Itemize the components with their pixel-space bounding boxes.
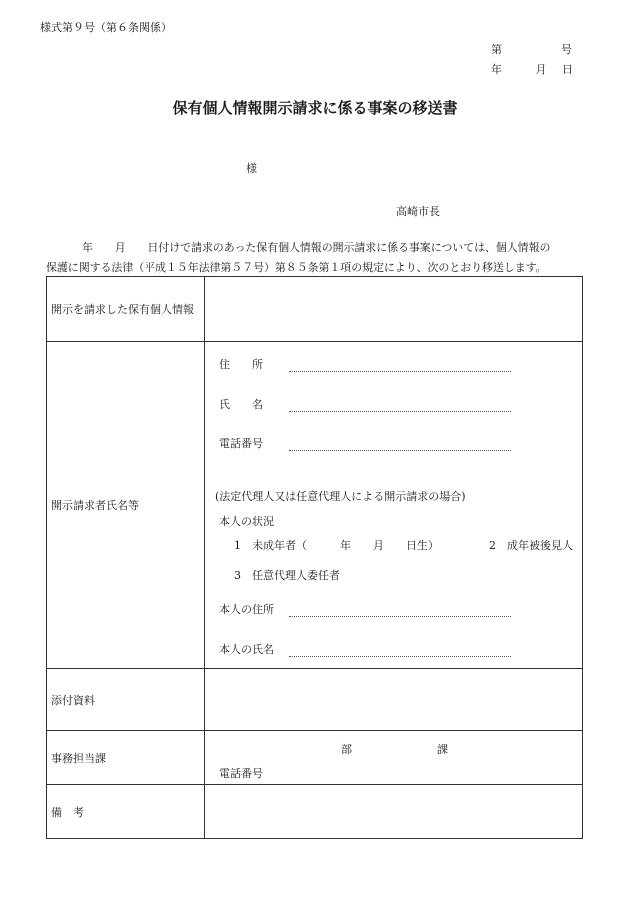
principal-name-field[interactable]: 本人の氏名 <box>219 641 511 657</box>
principal-address-field[interactable]: 本人の住所 <box>219 601 511 617</box>
addressee: 様 <box>246 162 257 175</box>
page-title: 保有個人情報開示請求に係る事案の移送書 <box>172 99 458 117</box>
field-remarks[interactable] <box>205 785 583 839</box>
document-number <box>491 41 572 57</box>
address-dotted-line <box>289 359 511 372</box>
name-dotted-line <box>289 399 511 412</box>
date-year: 年 <box>491 63 502 76</box>
status-option-minor[interactable]: 1 未成年者（ 年 月 日生） <box>234 539 439 552</box>
dept-phone-label: 電話番号 <box>219 767 263 780</box>
agent-note: (法定代理人又は任意代理人による開示請求の場合) <box>215 490 466 503</box>
section-label: 課 <box>437 743 448 756</box>
label-requester: 開示請求者氏名等 <box>47 342 205 669</box>
row-requester <box>47 342 583 669</box>
principal-name-dotted-line <box>289 644 511 657</box>
field-attachments[interactable] <box>205 669 583 731</box>
document-date <box>491 61 573 77</box>
intro-text <box>46 238 586 278</box>
date-day: 日 <box>562 63 573 76</box>
row-department <box>47 731 583 785</box>
field-requested-info[interactable] <box>205 277 583 342</box>
label-department: 事務担当課 <box>47 731 205 785</box>
phone-dotted-line <box>289 438 511 451</box>
status-option-adult-ward[interactable]: 2 成年被後見人 <box>489 539 573 552</box>
address-field[interactable]: 住 所 <box>219 356 511 372</box>
doc-number-prefix: 第 <box>491 43 502 56</box>
form-number: 様式第９号（第６条関係） <box>40 21 172 34</box>
intro-line-2: 保護に関する法律（平成１５年法律第５７号）第８５条第１項の規定により、次のとおり移送します。 <box>46 261 547 274</box>
row-attachments <box>47 669 583 731</box>
field-department[interactable] <box>205 731 583 785</box>
transfer-form-table <box>46 276 583 839</box>
date-month: 月 <box>535 63 547 76</box>
sender: 高崎市長 <box>396 205 440 218</box>
phone-field[interactable]: 電話番号 <box>219 435 511 451</box>
dept-label: 部 <box>341 743 352 756</box>
status-option-delegator[interactable]: 3 任意代理人委任者 <box>234 569 340 582</box>
row-remarks <box>47 785 583 839</box>
principal-status-label: 本人の状況 <box>219 515 274 528</box>
label-remarks: 備 考 <box>47 785 205 839</box>
row-requested-info <box>47 277 583 342</box>
label-attachments: 添付資料 <box>47 669 205 731</box>
principal-address-dotted-line <box>289 604 511 617</box>
label-requested-info: 開示を請求した保有個人情報 <box>47 277 205 342</box>
doc-number-suffix: 号 <box>561 43 572 56</box>
requester-details <box>205 342 583 669</box>
name-field[interactable]: 氏 名 <box>219 396 511 412</box>
intro-line-1: 年 月 日付けで請求のあった保有個人情報の開示請求に係る事案については、個人情報の <box>82 241 551 254</box>
